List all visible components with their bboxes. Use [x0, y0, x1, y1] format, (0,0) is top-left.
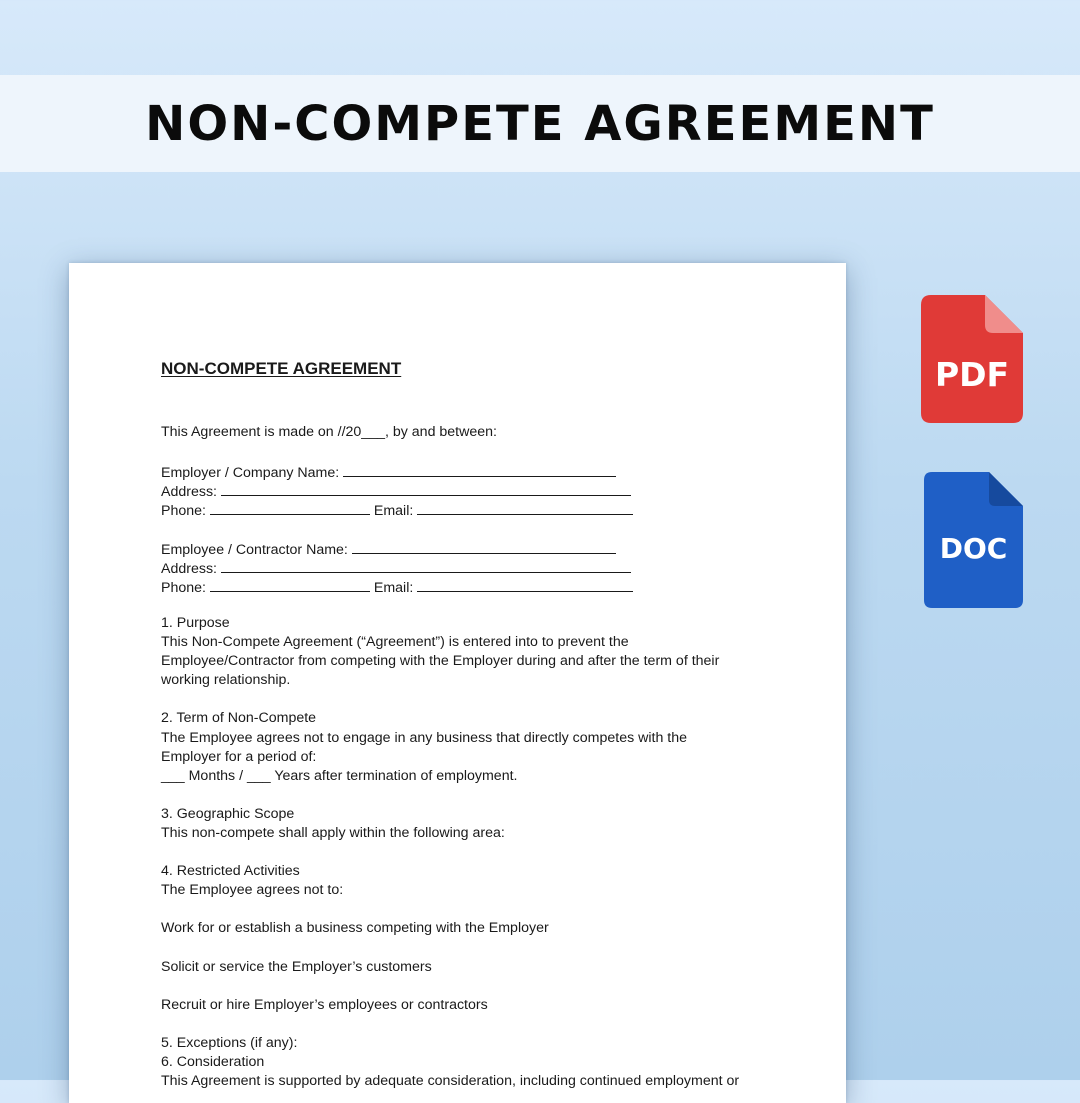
employee-email-label: Email:: [373, 579, 414, 596]
term-heading: 2. Term of Non-Compete: [161, 710, 317, 727]
employer-phone-label: Phone:: [161, 503, 206, 520]
restricted-heading: 4. Restricted Activities: [161, 863, 300, 880]
employer-address-blank: [221, 480, 631, 496]
scope-heading: 3. Geographic Scope: [161, 805, 295, 822]
exceptions-heading: 5. Exceptions (if any):: [161, 1035, 298, 1051]
employer-phone-blank: [210, 499, 370, 515]
employer-name-blank: [343, 461, 616, 477]
restricted-item: Work for or establish a business competing with the Employer: [161, 920, 549, 937]
purpose-heading: 1. Purpose: [161, 614, 230, 631]
employer-address-label: Address:: [161, 484, 217, 501]
employee-phone-blank: [210, 576, 370, 592]
employee-address-label: Address:: [161, 560, 217, 577]
employee-email-blank: [417, 576, 633, 592]
purpose-line: This Non-Compete Agreement (“Agreement”) is entered into to prevent the: [161, 634, 629, 651]
purpose-line: Employee/Contractor from competing with the Employer during and after the term of their: [161, 653, 720, 670]
employer-email-label: Email:: [373, 503, 414, 520]
employee-contact-field: [161, 576, 781, 595]
employee-name-label: Employee / Contractor Name:: [161, 541, 348, 558]
scope-line: This non-compete shall apply within the following area:: [161, 824, 505, 841]
employee-phone-label: Phone:: [161, 579, 206, 596]
title-banner: [0, 75, 1080, 172]
doc-file-icon: [924, 472, 1023, 608]
document-content: [161, 357, 781, 1091]
employee-address-field: [161, 557, 781, 576]
consideration-line: This Agreement is supported by adequate consideration, including continued employment or: [161, 1073, 740, 1090]
restricted-intro: The Employee agrees not to:: [161, 882, 344, 899]
term-line: ___ Months / ___ Years after termination of employment.: [161, 767, 518, 784]
employer-email-blank: [417, 499, 633, 515]
doc-icon-fold: [989, 472, 1023, 506]
document-page: [69, 263, 846, 1103]
employer-address-field: [161, 480, 781, 499]
employee-name-blank: [352, 538, 616, 554]
agreement-intro: This Agreement is made on //20___, by and between:: [161, 424, 497, 440]
term-line: Employer for a period of:: [161, 748, 317, 765]
consideration-heading: 6. Consideration: [161, 1054, 265, 1071]
document-title: NON-COMPETE AGREEMENT: [161, 359, 402, 378]
restricted-item: Solicit or service the Employer’s customers: [161, 958, 432, 975]
purpose-line: working relationship.: [161, 672, 291, 689]
term-line: The Employee agrees not to engage in any business that directly competes with the: [161, 729, 688, 746]
banner-title: NON-COMPETE AGREEMENT: [145, 95, 935, 152]
employee-address-blank: [221, 557, 631, 573]
doc-label: DOC: [939, 532, 1008, 565]
pdf-icon-fold: [985, 295, 1023, 333]
employer-contact-field: [161, 499, 781, 518]
employee-name-field: [161, 538, 781, 557]
employer-name-field: [161, 461, 781, 480]
restricted-item: Recruit or hire Employer’s employees or contractors: [161, 996, 488, 1013]
pdf-label: PDF: [934, 355, 1010, 394]
employer-name-label: Employer / Company Name:: [161, 465, 340, 482]
pdf-file-icon: [921, 295, 1023, 423]
